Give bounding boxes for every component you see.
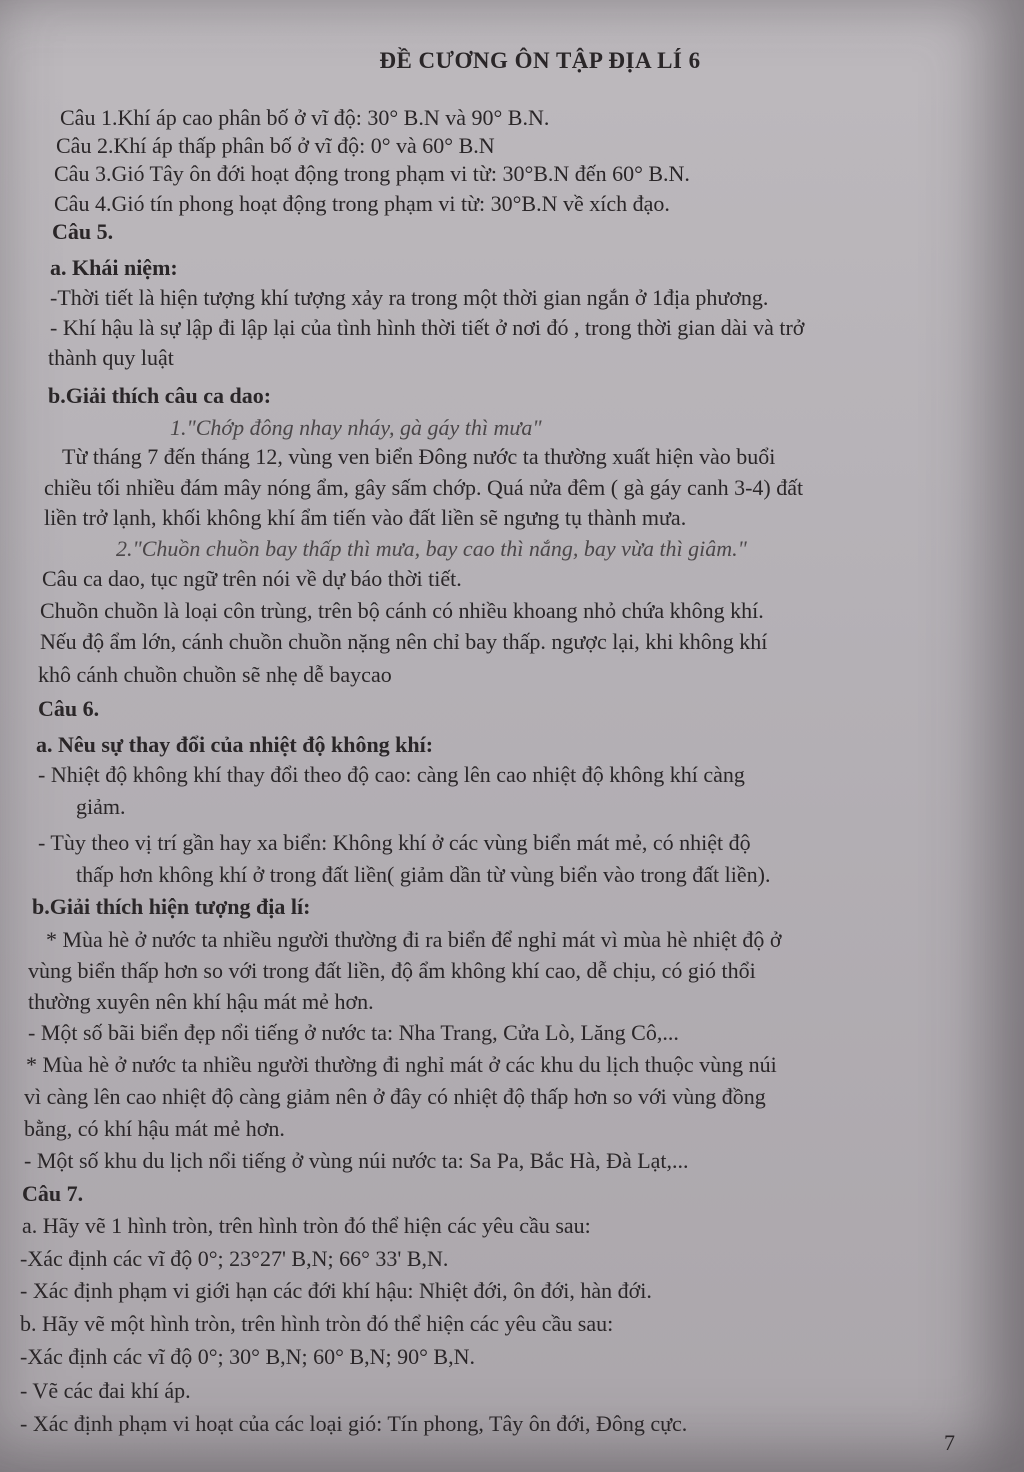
- text-line: chiều tối nhiều đám mây nóng ẩm, gây sấm chớp. Quá nửa đêm ( gà gáy canh 3-4) đất: [44, 475, 804, 500]
- document-title: ĐỀ CƯƠNG ÔN TẬP ĐỊA LÍ 6: [379, 48, 701, 73]
- section-heading: Câu 6.: [38, 696, 100, 721]
- text-line: giảm.: [76, 794, 126, 819]
- quote-line: 2."Chuồn chuồn bay thấp thì mưa, bay cao thì nắng, bay vừa thì giâm.": [116, 536, 747, 561]
- subsection-heading: b.Giải thích câu ca dao:: [48, 383, 272, 408]
- text-line: -Xác định các vĩ độ 0°; 23°27' B,N; 66° 33' B,N.: [20, 1246, 449, 1271]
- text-line: khô cánh chuồn chuồn sẽ nhẹ dễ baycao: [38, 662, 392, 687]
- text-line: thấp hơn không khí ở trong đất liền( giảm dần từ vùng biển vào trong đất liền).: [76, 862, 771, 887]
- text-line: b. Hãy vẽ một hình tròn, trên hình tròn đó thể hiện các yêu cầu sau:: [20, 1311, 614, 1336]
- text-line: - Một số khu du lịch nổi tiếng ở vùng núi nước ta: Sa Pa, Bắc Hà, Đà Lạt,...: [24, 1148, 689, 1173]
- subsection-heading: b.Giải thích hiện tượng địa lí:: [32, 894, 311, 919]
- text-line: Nếu độ ẩm lớn, cánh chuồn chuồn nặng nên chỉ bay thấp. ngược lại, khi không khí: [40, 629, 768, 654]
- text-line: - Vẽ các đai khí áp.: [20, 1378, 191, 1403]
- text-line: Câu 1.Khí áp cao phân bố ở vĩ độ: 30° B.N và 90° B.N.: [60, 105, 550, 130]
- text-line: Câu ca dao, tục ngữ trên nói về dự báo thời tiết.: [42, 566, 462, 591]
- page-number: 7: [944, 1430, 955, 1455]
- text-line: - Xác định phạm vi hoạt của các loại gió: Tín phong, Tây ôn đới, Đông cực.: [20, 1411, 688, 1436]
- text-line: Chuồn chuồn là loại côn trùng, trên bộ cánh có nhiều khoang nhỏ chứa không khí.: [40, 598, 764, 623]
- text-line: -Thời tiết là hiện tượng khí tượng xảy ra trong một thời gian ngắn ở 1địa phương.: [50, 285, 769, 310]
- text-line: bằng, có khí hậu mát mẻ hơn.: [24, 1116, 285, 1141]
- text-line: - Tùy theo vị trí gần hay xa biển: Không khí ở các vùng biển mát mẻ, có nhiệt độ: [38, 830, 751, 855]
- text-line: - Nhiệt độ không khí thay đổi theo độ cao: càng lên cao nhiệt độ không khí càng: [38, 762, 745, 787]
- text-line: a. Hãy vẽ 1 hình tròn, trên hình tròn đó thể hiện các yêu cầu sau:: [22, 1213, 591, 1238]
- text-line: vì càng lên cao nhiệt độ càng giảm nên ở đây có nhiệt độ thấp hơn so với vùng đồng: [24, 1084, 766, 1109]
- section-heading: Câu 5.: [52, 219, 114, 244]
- subsection-heading: a. Khái niệm:: [50, 255, 178, 280]
- text-line: liền trở lạnh, khối không khí ẩm tiến vào đất liền sẽ ngưng tụ thành mưa.: [44, 505, 687, 530]
- text-line: * Mùa hè ở nước ta nhiều người thường đi ra biển để nghỉ mát vì mùa hè nhiệt độ ở: [46, 927, 782, 952]
- text-line: Câu 3.Gió Tây ôn đới hoạt động trong phạm vi từ: 30°B.N đến 60° B.N.: [54, 161, 690, 186]
- text-line: Câu 2.Khí áp thấp phân bố ở vĩ độ: 0° và 60° B.N: [56, 133, 495, 158]
- text-line: - Xác định phạm vi giới hạn các đới khí hậu: Nhiệt đới, ôn đới, hàn đới.: [20, 1278, 652, 1303]
- text-line: - Khí hậu là sự lập đi lập lại của tình hình thời tiết ở nơi đó , trong thời gian dài và trở: [50, 315, 805, 340]
- text-line: -Xác định các vĩ độ 0°; 30° B,N; 60° B,N; 90° B,N.: [20, 1344, 475, 1369]
- section-heading: Câu 7.: [22, 1181, 84, 1206]
- text-line: Câu 4.Gió tín phong hoạt động trong phạm vi từ: 30°B.N về xích đạo.: [54, 191, 670, 216]
- text-line: thành quy luật: [48, 345, 174, 370]
- subsection-heading: a. Nêu sự thay đổi của nhiệt độ không khí:: [36, 732, 434, 757]
- text-line: * Mùa hè ở nước ta nhiều người thường đi nghỉ mát ở các khu du lịch thuộc vùng núi: [26, 1052, 777, 1077]
- text-line: - Một số bãi biển đẹp nổi tiếng ở nước ta: Nha Trang, Cửa Lò, Lăng Cô,...: [28, 1020, 679, 1045]
- text-line: thường xuyên nên khí hậu mát mẻ hơn.: [28, 989, 374, 1014]
- quote-line: 1."Chớp đông nhay nháy, gà gáy thì mưa": [170, 415, 542, 440]
- text-line: vùng biển thấp hơn so với trong đất liền, độ ẩm không khí cao, dễ chịu, có gió thổi: [28, 958, 756, 983]
- text-line: Từ tháng 7 đến tháng 12, vùng ven biển Đông nước ta thường xuất hiện vào buổi: [62, 444, 776, 469]
